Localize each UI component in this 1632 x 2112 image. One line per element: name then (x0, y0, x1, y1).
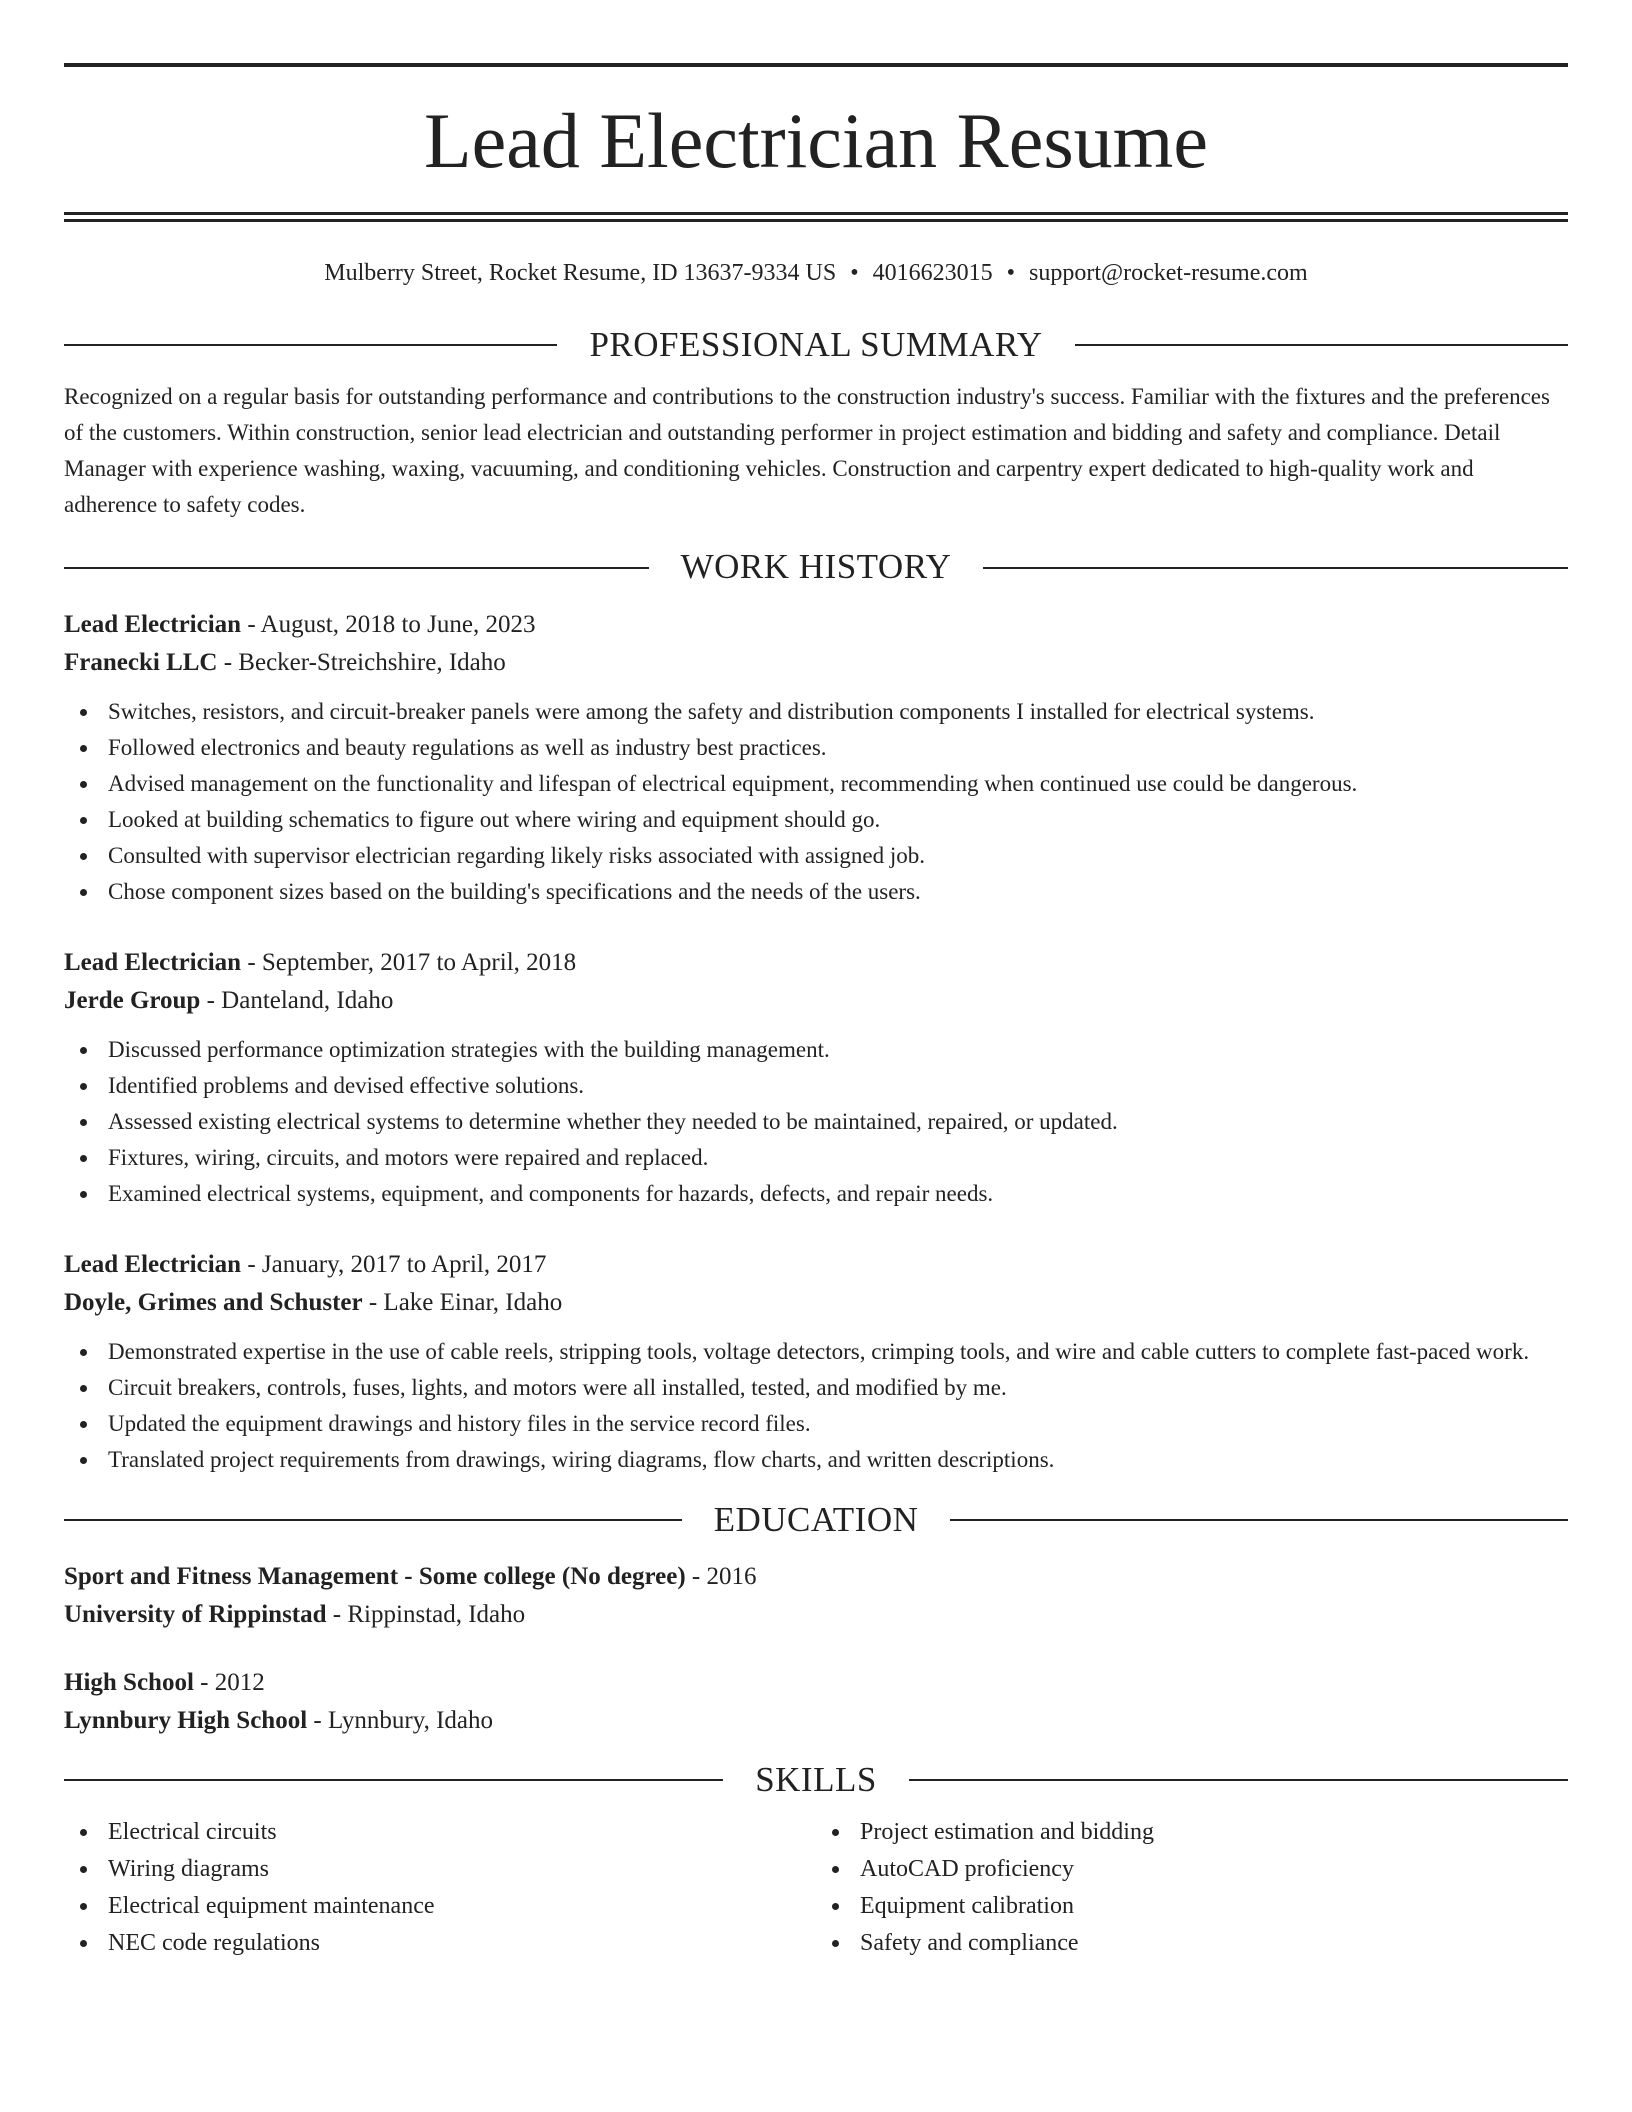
list-item: Consulted with supervisor electrician regarding likely risks associated with assigned job. (64, 838, 1568, 874)
job-dates: - January, 2017 to April, 2017 (241, 1250, 547, 1278)
heading-rule-right (1075, 344, 1568, 346)
list-item: Equipment calibration (816, 1888, 1568, 1925)
list-item: Identified problems and devised effective solutions. (64, 1068, 1568, 1104)
job-company-line (64, 1284, 1568, 1322)
education-degree: Sport and Fitness Management - Some college (No degree) (64, 1562, 686, 1590)
job-title: Lead Electrician (64, 948, 242, 976)
work-section-heading (64, 547, 1568, 587)
education-school-line (64, 1702, 1568, 1740)
contact-phone: 4016623015 (872, 260, 993, 286)
skills-column-left (64, 1814, 816, 1962)
resume-page (64, 63, 1568, 1962)
summary-heading-label: PROFESSIONAL SUMMARY (589, 325, 1043, 365)
job-title-line (64, 1246, 1568, 1284)
job-dates: - September, 2017 to April, 2018 (241, 948, 577, 976)
education-heading-label: EDUCATION (713, 1499, 919, 1539)
job-dates: - August, 2018 to June, 2023 (241, 610, 536, 638)
skills-section-heading (64, 1760, 1568, 1800)
list-item: Electrical circuits (64, 1814, 816, 1851)
job-entry (64, 1246, 1568, 1478)
list-item: Looked at building schematics to figure out where wiring and equipment should go. (64, 802, 1568, 838)
job-title-line (64, 944, 1568, 982)
job-entry (64, 606, 1568, 910)
job-company-line (64, 644, 1568, 682)
list-item: Assessed existing electrical systems to determine whether they needed to be maintained, repaired, or updated. (64, 1104, 1568, 1140)
education-location: - Lynnbury, Idaho (307, 1706, 493, 1734)
title-double-rule (64, 212, 1568, 222)
contact-separator: • (850, 260, 859, 286)
heading-rule-left (64, 344, 557, 346)
list-item: Demonstrated expertise in the use of cable reels, stripping tools, voltage detectors, crimping tools, and wire and cable cutters to complete fast-paced work. (64, 1334, 1568, 1370)
job-bullets (64, 1334, 1568, 1478)
skills-heading-label: SKILLS (755, 1759, 877, 1799)
education-school: University of Rippinstad (64, 1600, 327, 1628)
list-item: Examined electrical systems, equipment, and components for hazards, defects, and repair needs. (64, 1176, 1568, 1212)
heading-rule-left (64, 567, 649, 569)
education-section-heading (64, 1500, 1568, 1540)
job-title: Lead Electrician (64, 1250, 242, 1278)
job-bullets (64, 694, 1568, 910)
list-item: Switches, resistors, and circuit-breaker panels were among the safety and distribution components I installed for electrical systems. (64, 694, 1568, 730)
heading-rule-right (950, 1519, 1568, 1521)
education-school-line (64, 1596, 1568, 1634)
work-heading-label: WORK HISTORY (680, 547, 952, 587)
education-location: - Rippinstad, Idaho (326, 1600, 526, 1628)
job-company: Franecki LLC (64, 648, 218, 676)
resume-title: Lead Electrician Resume (424, 97, 1208, 184)
heading-rule-right (909, 1779, 1568, 1781)
education-entry (64, 1664, 1568, 1740)
skills-list (64, 1814, 1568, 1962)
list-item: Followed electronics and beauty regulations as well as industry best practices. (64, 730, 1568, 766)
education-year: - 2012 (193, 1668, 265, 1696)
list-item: Updated the equipment drawings and history files in the service record files. (64, 1406, 1568, 1442)
job-title: Lead Electrician (64, 610, 242, 638)
contact-address: Mulberry Street, Rocket Resume, ID 13637-9334 US (324, 260, 837, 286)
summary-text: Recognized on a regular basis for outstanding performance and contributions to the construction industry's success. Familiar with the fixtures and the preferences of the customers. Within construction, senior lead electrician and outstanding performer in project estimation and bidding and safety and compliance. Detail Manager with experience washing, waxing, vacuuming, and conditioning vehicles. Construction and carpentry expert dedicated to high-quality work and adherence to safety codes. (64, 384, 1550, 518)
job-bullets (64, 1032, 1568, 1212)
list-item: Translated project requirements from drawings, wiring diagrams, flow charts, and written descriptions. (64, 1442, 1568, 1478)
list-item: Electrical equipment maintenance (64, 1888, 816, 1925)
education-school: Lynnbury High School (64, 1706, 308, 1734)
list-item: Advised management on the functionality and lifespan of electrical equipment, recommending when continued use could be dangerous. (64, 766, 1568, 802)
job-location: - Lake Einar, Idaho (362, 1288, 563, 1316)
list-item: Fixtures, wiring, circuits, and motors were repaired and replaced. (64, 1140, 1568, 1176)
list-item: Wiring diagrams (64, 1851, 816, 1888)
job-title-line (64, 606, 1568, 644)
job-location: - Danteland, Idaho (200, 986, 394, 1014)
job-company: Doyle, Grimes and Schuster (64, 1288, 363, 1316)
list-item: NEC code regulations (64, 1925, 816, 1962)
education-degree-line (64, 1558, 1568, 1596)
list-item: Safety and compliance (816, 1925, 1568, 1962)
job-location: - Becker-Streichshire, Idaho (217, 648, 506, 676)
contact-line (64, 258, 1568, 289)
heading-rule-left (64, 1519, 682, 1521)
list-item: Project estimation and bidding (816, 1814, 1568, 1851)
list-item: Discussed performance optimization strategies with the building management. (64, 1032, 1568, 1068)
education-degree: High School (64, 1668, 194, 1696)
contact-email: support@rocket-resume.com (1029, 260, 1308, 286)
list-item: Chose component sizes based on the building's specifications and the needs of the users. (64, 874, 1568, 910)
heading-rule-left (64, 1779, 723, 1781)
top-rule (64, 63, 1568, 67)
summary-section-heading (64, 325, 1568, 365)
education-entry (64, 1558, 1568, 1634)
job-company-line (64, 982, 1568, 1020)
education-year: - 2016 (685, 1562, 757, 1590)
heading-rule-right (983, 567, 1568, 569)
list-item: Circuit breakers, controls, fuses, lights, and motors were all installed, tested, and modified by me. (64, 1370, 1568, 1406)
job-company: Jerde Group (64, 986, 201, 1014)
job-entry (64, 944, 1568, 1212)
list-item: AutoCAD proficiency (816, 1851, 1568, 1888)
skills-column-right (816, 1814, 1568, 1962)
education-degree-line (64, 1664, 1568, 1702)
contact-separator: • (1006, 260, 1016, 286)
